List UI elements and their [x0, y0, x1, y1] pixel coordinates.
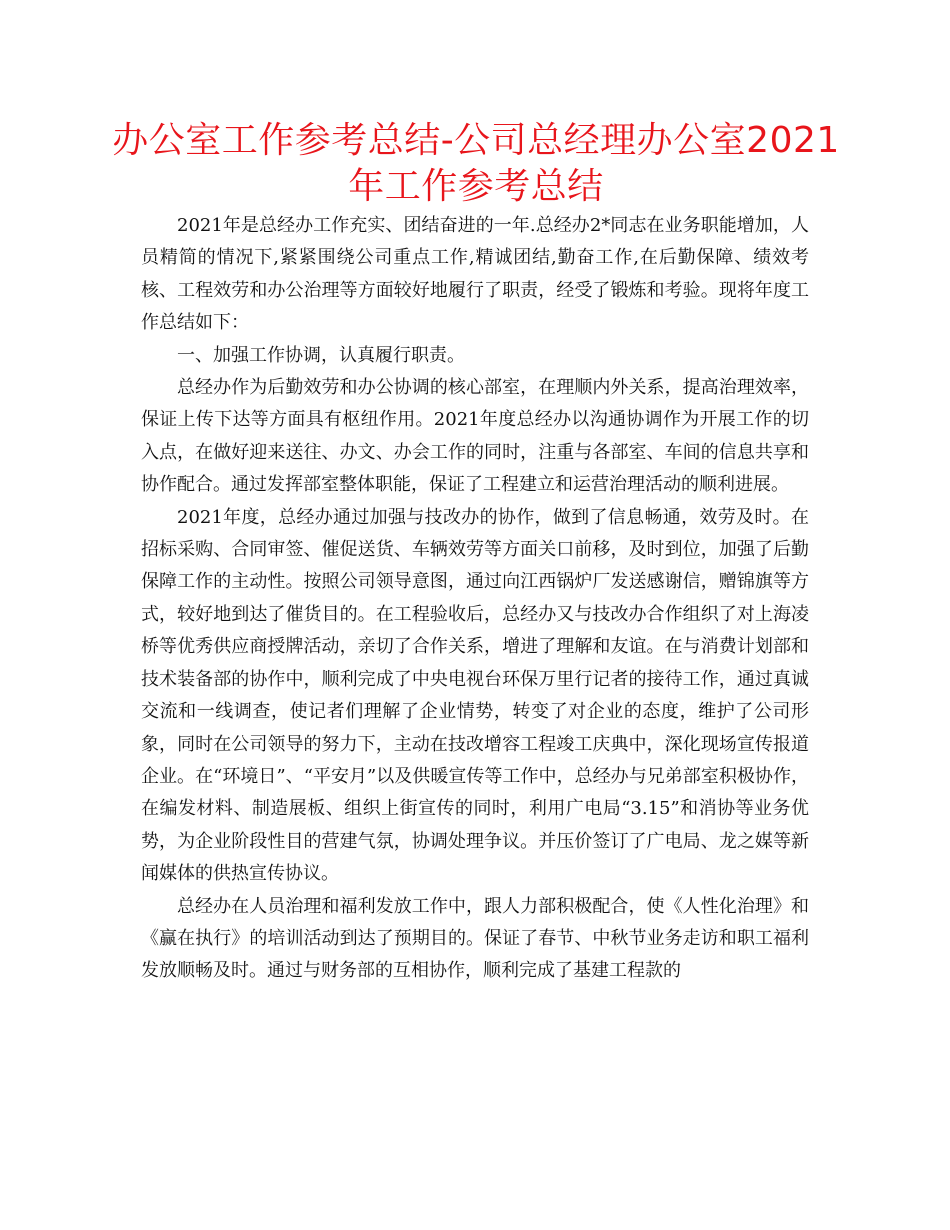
- paragraph-personnel: 总经办在人员治理和福利发放工作中，跟人力部积极配合，使《人性化治理》和《赢在执行》的培训活动到达了预期目的。保证了春节、中秋节业务走访和职工福利发放顺畅及时。通过与财务部的互相协作，顺利完成了基建工程款的: [141, 895, 809, 982]
- document-body: [141, 210, 809, 988]
- paragraph-intro: 2021年是总经办工作充实、团结奋进的一年.总经办2*同志在业务职能增加，人员精简的情况下,紧紧围绕公司重点工作,精诚团结,勤奋工作,在后勤保障、绩效考核、工程效劳和办公治理等方面较好地履行了职责，经受了锻炼和考验。现将年度工作总结如下：: [141, 215, 809, 334]
- paragraph-coordination: 总经办作为后勤效劳和办公协调的核心部室，在理顺内外关系，提高治理效率，保证上传下达等方面具有枢纽作用。2021年度总经办以沟通协调作为开展工作的切入点，在做好迎来送往、办文、办会工作的同时，注重与各部室、车间的信息共享和协作配合。通过发挥部室整体职能，保证了工程建立和运营治理活动的顺利进展。: [141, 377, 809, 496]
- document-title: 办公室工作参考总结-公司总经理办公室2021年工作参考总结: [112, 120, 840, 207]
- section-heading-1: 一、加强工作协调，认真履行职责。: [177, 344, 465, 366]
- paragraph-cooperation: 2021年度，总经办通过加强与技改办的协作，做到了信息畅通，效劳及时。在招标采购、合同审签、催促送货、车辆效劳等方面关口前移，及时到位，加强了后勤保障工作的主动性。按照公司领导意图，通过向江西锅炉厂发送感谢信，赠锦旗等方式，较好地到达了催货目的。在工程验收后，总经办又与技改办合作组织了对上海凌桥等优秀供应商授牌活动，亲切了合作关系，增进了理解和友谊。在与消费计划部和技术装备部的协作中，顺利完成了中央电视台环保万里行记者的接待工作，通过真诚交流和一线调查，使记者们理解了企业情势，转变了对企业的态度，维护了公司形象，同时在公司领导的努力下，主动在技改增容工程竣工庆典中，深化现场宣传报道企业。在“环境日”、“平安月”以及供暖宣传等工作中，总经办与兄弟部室积极协作，在编发材料、制造展板、组织上街宣传的同时，利用广电局“3.15”和消协等业务优势，为企业阶段性目的营建气氛，协调处理争议。并压价签订了广电局、龙之媒等新闻媒体的供热宣传协议。: [141, 506, 809, 885]
